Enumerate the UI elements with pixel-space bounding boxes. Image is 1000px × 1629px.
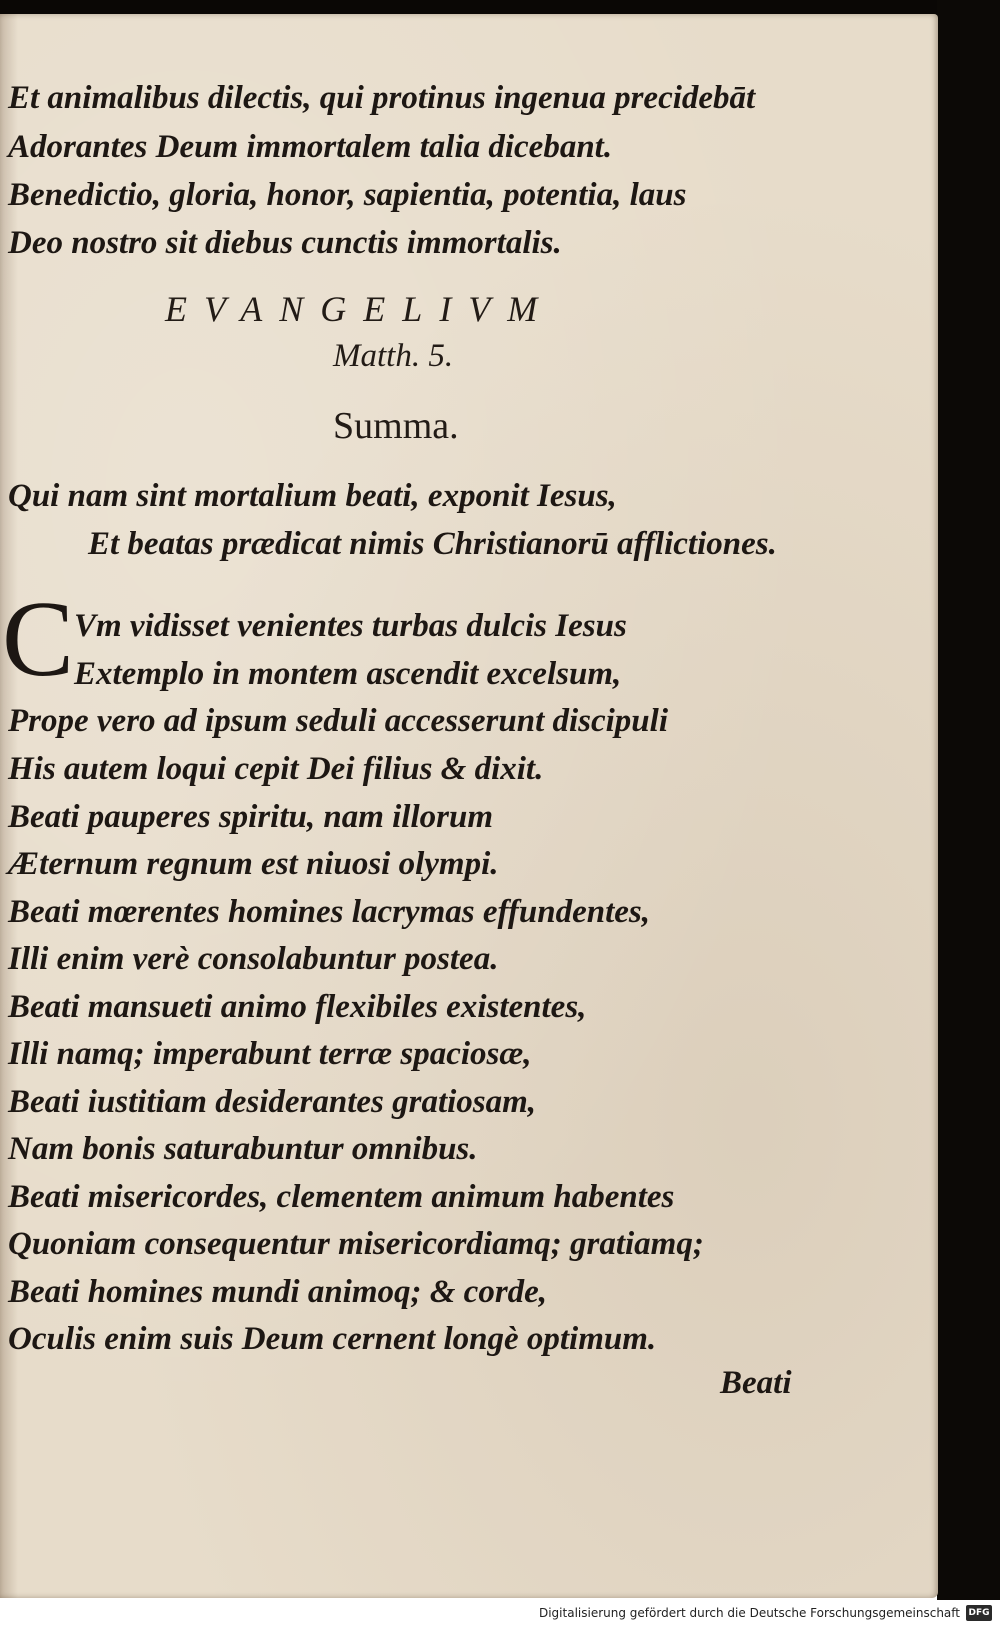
main-line: Beati misericordes, clementem animum habentes [8,1179,675,1215]
verse-top-4: Deo nostro sit diebus cunctis immortalis. [8,225,562,261]
main-line: Beati mœrentes homines lacrymas effundentes, [8,894,650,930]
main-line: His autem loqui cepit Dei filius & dixit. [8,751,544,787]
catchword: Beati [720,1365,792,1401]
main-line: Beati iustitiam desiderantes gratiosam, [8,1084,537,1120]
main-line: Illi namq; imperabunt terræ spaciosæ, [8,1036,532,1072]
verse-top-2: Adorantes Deum immortalem talia dicebant. [8,129,613,165]
main-line-first-1: Vm vidisset venientes turbas dulcis Iesus [74,608,627,644]
main-line: Beati mansueti animo flexibiles existentes, [8,989,587,1025]
main-line-first-2: Extemplo in montem ascendit excelsum, [74,656,622,692]
summa-line-1: Qui nam sint mortalium beati, exponit Iesus, [8,478,617,514]
main-line: Beati pauperes spiritu, nam illorum [8,799,494,835]
summa-line-2: Et beatas prædicat nimis Christianorū afflictiones. [88,526,777,562]
main-line: Quoniam consequentur misericordiamq; gratiamq; [8,1226,704,1262]
summa-title: Summa. [333,405,459,447]
dfg-logo: DFG [966,1605,992,1621]
main-line: Oculis enim suis Deum cernent longè optimum. [8,1321,657,1357]
gospel-heading: EVANGELIVM [165,289,555,329]
verse-top-3: Benedictio, gloria, honor, sapientia, potentia, laus [8,177,687,213]
verse-top-1: Et animalibus dilectis, qui protinus ingenua precidebāt [8,80,756,116]
main-line: Beati homines mundi animoq; & corde, [8,1274,548,1310]
main-line: Nam bonis saturabuntur omnibus. [8,1131,478,1167]
drop-cap-initial: C [2,580,75,699]
gospel-reference: Matth. 5. [333,338,454,374]
main-line: Æternum regnum est niuosi olympi. [8,846,499,882]
footer-credit: Digitalisierung gefördert durch die Deutsche Forschungsgemeinschaft [538,1606,960,1620]
main-line: Prope vero ad ipsum seduli accesserunt discipuli [8,703,668,739]
scan-right-border [937,0,1000,1600]
main-line: Illi enim verè consolabuntur postea. [8,941,499,977]
